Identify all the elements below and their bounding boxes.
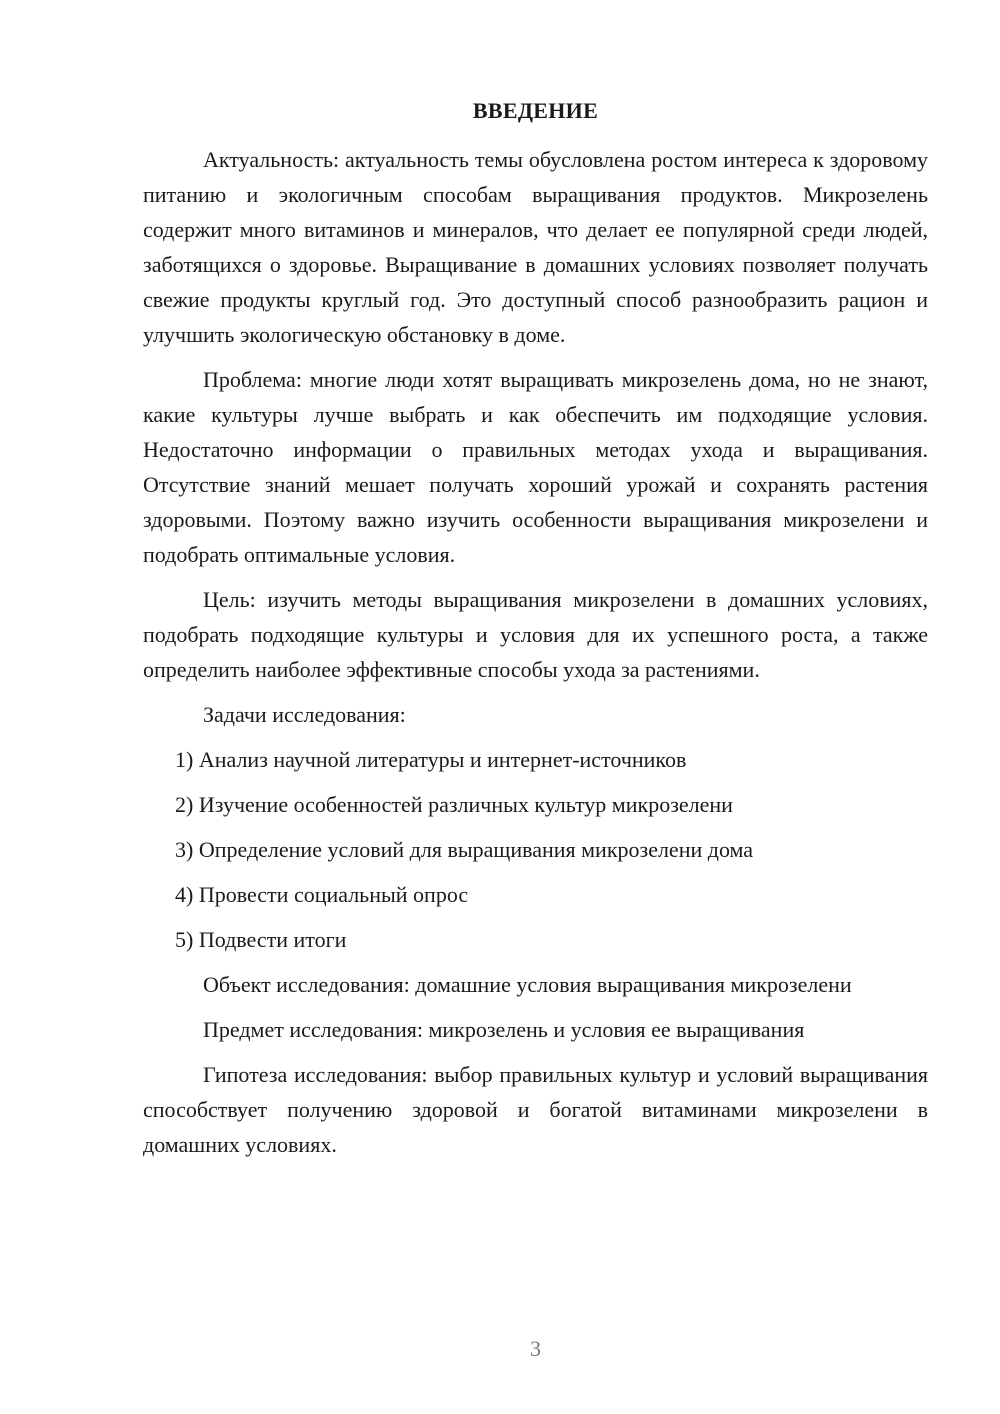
list-item: 1) Анализ научной литературы и интернет-источников: [175, 747, 687, 772]
page-number: 3: [530, 1336, 541, 1361]
problem-paragraph: Проблема: многие люди хотят выращивать микрозелень дома, но не знают, какие культуры лучше выбрать и как обеспечить им подходящие условия. Недостаточно информации о правильных методах ухода и выращивания. Отсутствие знаний мешает получать хороший урожай и сохранять растения здоровыми. Поэтому важно изучить особенности выращивания микрозелени и подобрать оптимальные условия.: [143, 367, 928, 567]
page-title: ВВЕДЕНИЕ: [472, 98, 599, 123]
goal-paragraph: Цель: изучить методы выращивания микрозелени в домашних условиях, подобрать подходящие культуры и условия для их успешного роста, а также определить наиболее эффективные способы ухода за растениями.: [143, 587, 928, 682]
object-paragraph: Объект исследования: домашние условия выращивания микрозелени: [203, 972, 852, 997]
document-body: [143, 142, 928, 1172]
list-item: 5) Подвести итоги: [175, 927, 347, 952]
list-item: 3) Определение условий для выращивания микрозелени дома: [175, 837, 754, 862]
relevance-paragraph: Актуальность: актуальность темы обусловлена ростом интереса к здоровому питанию и экологичным способам выращивания продуктов. Микрозелень содержит много витаминов и минералов, что делает ее популярной среди людей, заботящихся о здоровье. Выращивание в домашних условиях позволяет получать свежие продукты круглый год. Это доступный способ разнообразить рацион и улучшить экологическую обстановку в доме.: [143, 147, 928, 347]
task-list: [143, 742, 928, 957]
list-item: 4) Провести социальный опрос: [175, 882, 469, 907]
subject-paragraph: Предмет исследования: микрозелень и условия ее выращивания: [203, 1017, 805, 1042]
tasks-title: Задачи исследования:: [203, 702, 406, 727]
list-item: 2) Изучение особенностей различных культур микрозелени: [175, 792, 733, 817]
hypothesis-paragraph: Гипотеза исследования: выбор правильных культур и условий выращивания способствует получению здоровой и богатой витаминами микрозелени в домашних условиях.: [143, 1062, 928, 1157]
